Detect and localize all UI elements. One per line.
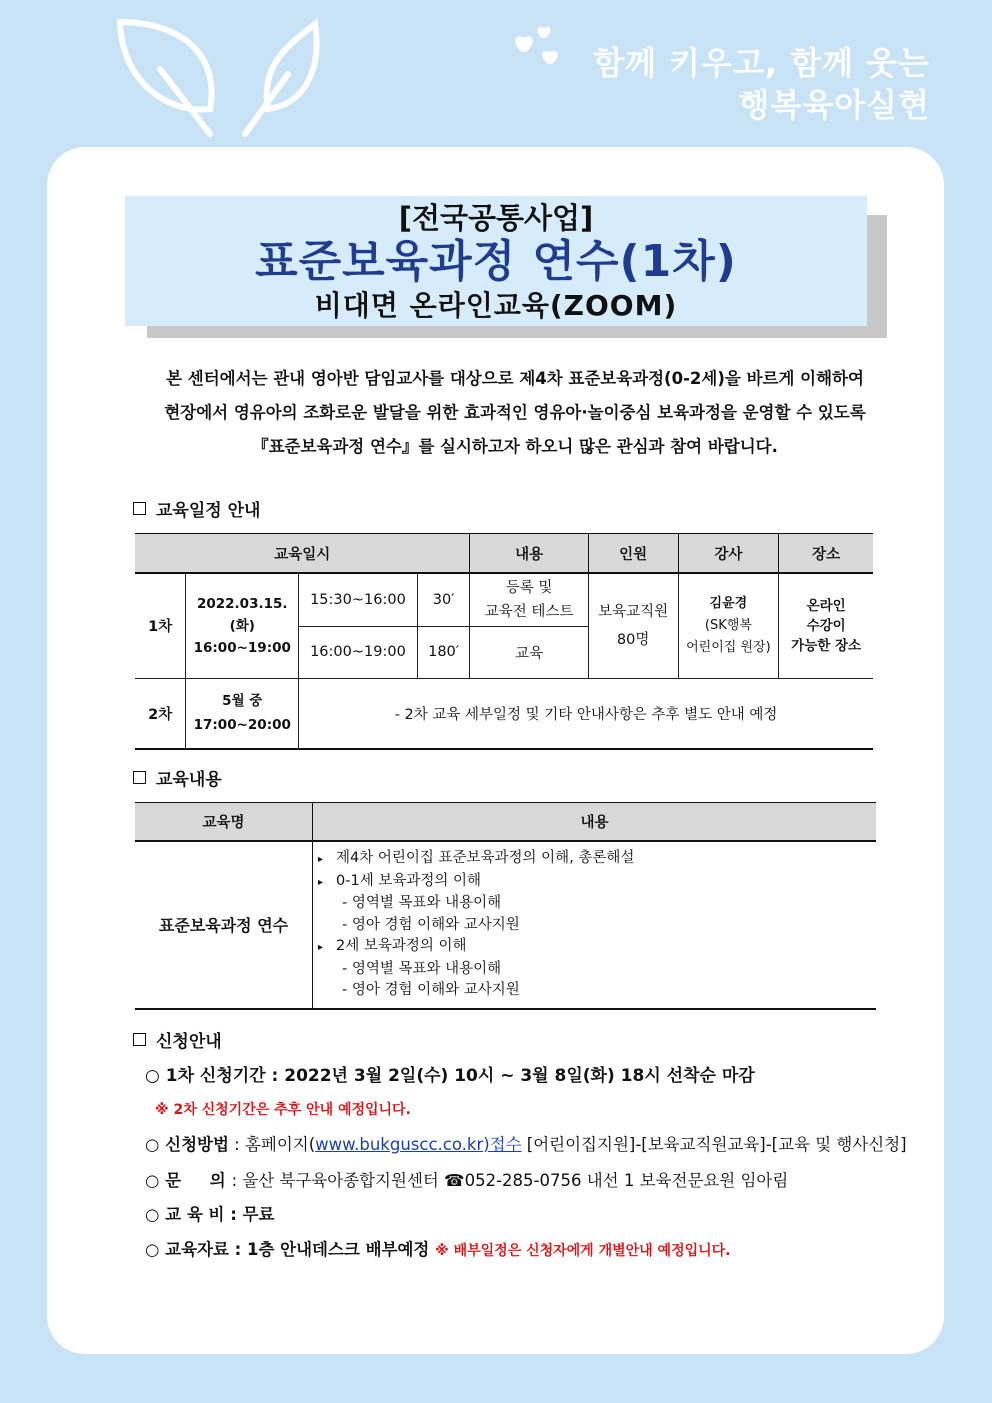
- row1a-content-line2: 교육전 테스트: [484, 603, 574, 620]
- place-cell: [779, 573, 873, 678]
- course-name: 표준보육과정 연수: [135, 841, 313, 1009]
- header-content: 내용: [470, 534, 588, 574]
- list-item: ▸ 0-1세 보육과정의 이해: [318, 871, 876, 894]
- row1a-content: [470, 573, 588, 626]
- schedule-header-row: [135, 534, 873, 574]
- apply-fee: ○ 교 육 비 : 무료: [145, 1205, 275, 1224]
- header-instructor: 강사: [678, 534, 779, 574]
- apply-period: ○ 1차 신청기간 : 2022년 3월 2일(수) 10시 ~ 3월 8일(화) 18시 선착순 마감: [145, 1066, 755, 1086]
- instructor-line2: (SK행복: [704, 617, 752, 633]
- row2-note: - 2차 교육 세부일정 및 기타 안내사항은 추후 별도 안내 예정: [299, 678, 873, 749]
- section-schedule-title: 교육일정 안내: [156, 501, 261, 521]
- section-apply-title: 신청안내: [156, 1032, 222, 1052]
- row2-time: 17:00~20:00: [193, 717, 291, 734]
- content-table: [135, 802, 876, 1010]
- row1a-time: 15:30~16:00: [299, 573, 418, 626]
- instructor-line3: 어린이집 원장): [686, 639, 771, 655]
- homepage-link[interactable]: www.bukguscc.co.kr)접수: [315, 1135, 522, 1154]
- checkbox-square-icon: [133, 502, 146, 515]
- people-line1: 보육교직원: [598, 603, 669, 620]
- intro-text: [120, 362, 910, 464]
- slogan-line2: 행복육아실현: [738, 86, 930, 124]
- place-line3: 가능한 장소: [791, 637, 862, 654]
- leaves-icon: [110, 14, 330, 144]
- section-content-title: 교육내용: [156, 770, 222, 790]
- inquiry-text: : 울산 북구육아종합지원센터 ☎052-285-0756 내선 1 보육전문요원 임아림: [231, 1171, 789, 1190]
- slogan-line1: 함께 키우고, 함께 웃는: [593, 44, 930, 82]
- section-schedule: [133, 496, 260, 521]
- apply-method: [145, 1131, 907, 1155]
- section-content: [133, 765, 222, 790]
- row1a-duration: 30′: [417, 573, 470, 626]
- list-item: ▸ 2세 보육과정의 이해: [318, 936, 876, 959]
- method-path: [어린이집지원]-[보육교직원교육]-[교육 및 행사신청]: [521, 1135, 907, 1154]
- place-line2: 수강이: [806, 617, 846, 634]
- row1-label: 1차: [135, 573, 186, 678]
- instructor-cell: [678, 573, 779, 678]
- section-apply: [133, 1027, 222, 1052]
- course-content-list: [313, 842, 876, 1008]
- row2-date: 5월 중: [222, 693, 263, 710]
- title-line3: 비대면 온라인교육(ZOOM): [314, 289, 678, 322]
- checkbox-square-icon: [133, 1033, 146, 1046]
- header-course-content: 내용: [313, 803, 877, 842]
- people-line2: 80명: [616, 631, 650, 648]
- intro-line2: 현장에서 영유아의 조화로운 발달을 위한 효과적인 영유아·놀이중심 보육과정을 운영할 수 있도록: [164, 403, 866, 422]
- row2-label: 2차: [135, 678, 186, 749]
- apply-material: [145, 1236, 731, 1260]
- apply-notice: ※ 2차 신청기간은 추후 안내 예정입니다.: [155, 1102, 411, 1118]
- content-header-row: [135, 803, 876, 842]
- row1a-content-line1: 등록 및: [505, 579, 553, 596]
- table-row: [135, 678, 873, 749]
- list-item: ▸ 제4차 어린이집 표준보육과정의 이해, 총론해설: [318, 848, 876, 871]
- row1b-time: 16:00~19:00: [299, 626, 418, 678]
- row1-time: 16:00~19:00: [193, 639, 291, 656]
- place-line1: 온라인: [806, 597, 846, 614]
- intro-line1: 본 센터에서는 관내 영아반 담임교사를 대상으로 제4차 표준보육과정(0-2세)을 바르게 이해하여: [166, 369, 864, 388]
- table-row: [135, 841, 876, 1009]
- method-label: ○ 신청방법: [145, 1135, 229, 1154]
- intro-line3: 『표준보육과정 연수』를 실시하고자 하오니 많은 관심과 참여 바랍니다.: [252, 437, 778, 456]
- checkbox-square-icon: [133, 771, 146, 784]
- header-place: 장소: [779, 534, 873, 574]
- row1b-duration: 180′: [417, 626, 470, 678]
- instructor-name: 김윤경: [709, 595, 748, 611]
- header-course-name: 교육명: [135, 803, 313, 842]
- schedule-table: [135, 533, 873, 750]
- people-cell: [588, 573, 678, 678]
- row1-date: 2022.03.15.(화): [196, 595, 288, 634]
- title-line1: [전국공통사업]: [398, 201, 594, 235]
- row1-datetime: [186, 573, 299, 678]
- header-datetime: 교육일시: [135, 534, 470, 574]
- title-box: [125, 196, 867, 326]
- inquiry-label: ○ 문 의: [145, 1171, 226, 1190]
- slogan: [593, 42, 930, 126]
- material-note: ※ 배부일정은 신청자에게 개별안내 예정입니다.: [435, 1243, 731, 1259]
- title-line2: 표준보육과정 연수(1차): [255, 236, 737, 287]
- row1b-content: 교육: [470, 626, 588, 678]
- table-row: [135, 573, 873, 626]
- method-prefix: : 홈페이지(: [228, 1135, 316, 1154]
- apply-inquiry: [145, 1167, 788, 1191]
- header-people: 인원: [588, 534, 678, 574]
- hearts-icon: [510, 22, 570, 72]
- row2-datetime: [186, 678, 299, 749]
- material-text: ○ 교육자료 : 1층 안내데스크 배부예정: [145, 1240, 430, 1259]
- list-item: - 영역별 목표와 내용이해: [342, 960, 502, 977]
- course-content-cell: [313, 841, 877, 1009]
- list-item: - 영아 경험 이해와 교사지원: [342, 916, 520, 933]
- list-item: - 영역별 목표와 내용이해: [342, 895, 502, 911]
- list-item: - 영아 경험 이해와 교사지원: [342, 982, 520, 998]
